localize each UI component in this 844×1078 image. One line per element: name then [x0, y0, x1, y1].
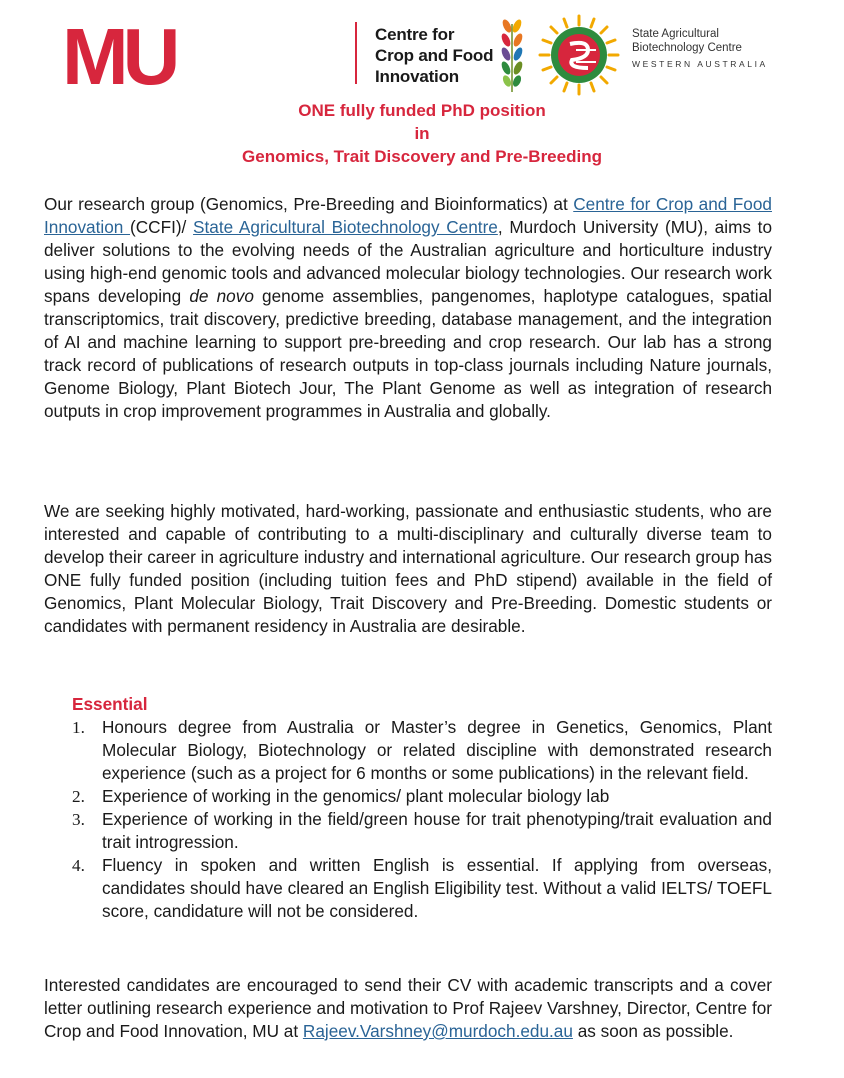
essential-list	[72, 716, 772, 923]
ccfi-line-1: Centre for	[375, 25, 455, 44]
research-group-paragraph: Our research group (Genomics, Pre-Breeding and Bioinformatics) at Centre for Crop and Food Innovation (CCFI)/ State Agricultural Biotechnology Centre, Murdoch University (MU), aims to deliver solutions to the evolving needs of the Australian agriculture and horticulture industry using high-end genomic tools and advanced molecular biology technologies. Our research work spans developing de novo genome assemblies, pangenomes, haplotype catalogues, spatial transcriptomics, trait discovery, predictive breeding, database management, and the integration of AI and machine learning to support pre-breeding and crop research. Our lab has a strong track record of publications of research outputs in top-class journals including Nature journals, Genome Biology, Plant Biotech Jour, The Plant Genome as well as integration of research outputs in crop improvement programmes in Australia and globally.	[44, 194, 773, 421]
list-item: 4. Fluency in spoken and written English is essential. If applying from overseas, candidates should have cleared an English Eligibility test. Without a valid IELTS/ TOEFL score, candidature will not be considered.	[72, 855, 772, 921]
ccfi-line-3: Innovation	[375, 67, 459, 86]
email-link[interactable]: Rajeev.Varshney@murdoch.edu.au	[302, 1021, 573, 1041]
list-item: 1. Honours degree from Australia or Master’s degree in Genetics, Genomics, Plant Molecular Biology, Biotechnology or related discipline with demonstrated research experience (such as a project for 6 months or some publications) in the relevant field.	[72, 717, 772, 783]
sabc-logo-text	[632, 27, 768, 71]
list-item: 3. Experience of working in the field/green house for trait phenotyping/trait evaluation and trait introgression.	[72, 809, 772, 852]
ccfi-logo-text	[375, 24, 493, 87]
position-title	[0, 99, 844, 168]
wheat-grain-icon	[499, 14, 525, 94]
sabc-line-2: Biotechnology Centre	[632, 42, 742, 54]
murdoch-university-logo	[62, 22, 192, 92]
sabc-line-1: State Agricultural	[632, 28, 719, 40]
svg-text:MU: MU	[62, 22, 175, 92]
header-divider	[355, 22, 357, 84]
title-line-3: Genomics, Trait Discovery and Pre-Breeding	[242, 147, 602, 166]
sabc-seal-icon	[538, 14, 620, 96]
ccfi-line-2: Crop and Food	[375, 46, 494, 65]
essential-heading: Essential	[72, 694, 148, 714]
sabc-link[interactable]: State Agricultural Biotechnology Centre	[193, 217, 498, 237]
sabc-line-3: WESTERN AUSTRALIA	[632, 59, 768, 69]
ccfi-link[interactable]: Centre for Crop and Food Innovation	[44, 194, 772, 237]
title-line-1: ONE fully funded PhD position	[298, 101, 546, 120]
contact-paragraph: Interested candidates are encouraged to send their CV with academic transcripts and a cover letter outlining research experience and motivation to Prof Rajeev Varshney, Director, Centre for Crop and Food Innovation, MU at Rajeev.Varshney@murdoch.edu.au as soon as possible.	[44, 975, 772, 1041]
title-line-2: in	[414, 124, 430, 143]
seeking-students-paragraph: We are seeking highly motivated, hard-working, passionate and enthusiastic students, who are interested and capable of contributing to a multi-disciplinary and culturally diverse team to develop their career in agriculture industry and international agriculture. Our research group has ONE fully funded position (including tuition fees and PhD stipend) available in the field of Genomics, Plant Molecular Biology, Trait Discovery and Pre-Breeding. Domestic students or candidates with permanent residency in Australia are desirable.	[44, 501, 773, 636]
list-item: 2. Experience of working in the genomics/ plant molecular biology lab	[72, 786, 610, 806]
